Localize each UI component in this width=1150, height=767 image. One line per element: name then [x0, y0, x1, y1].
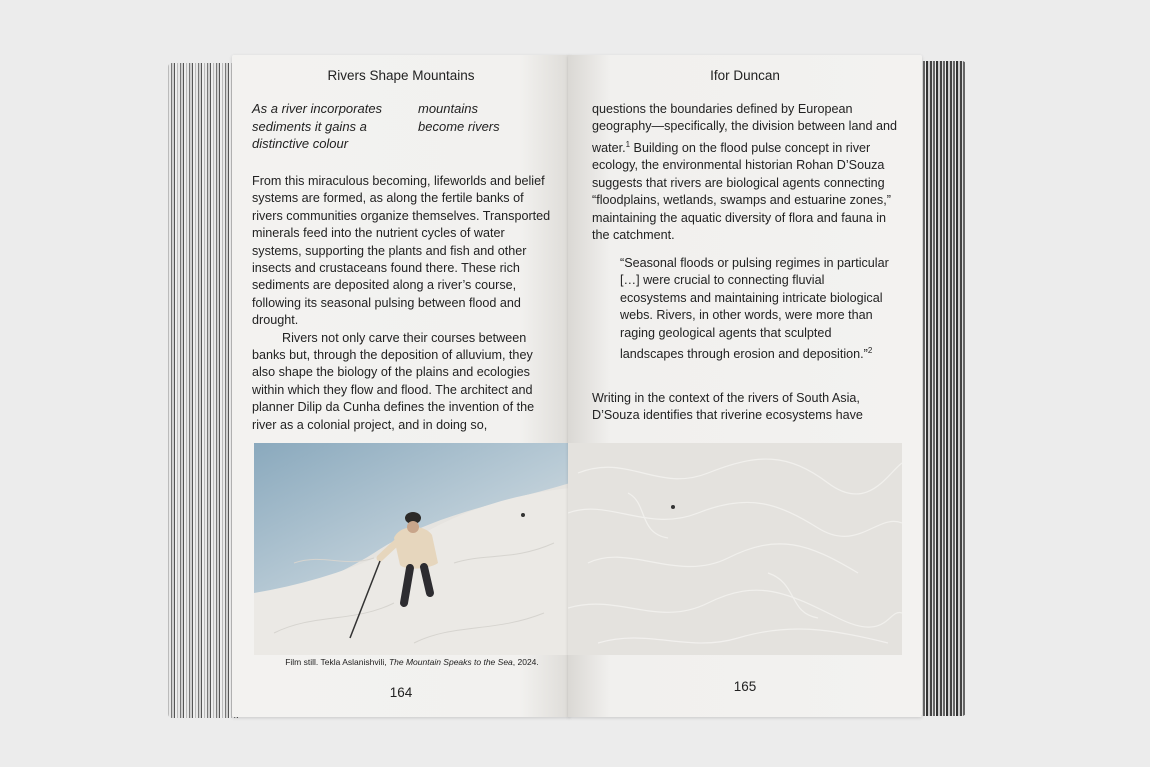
verse-column-1: As a river incorporates sediments it gains a distinctive colour	[252, 101, 383, 151]
page-edges-right	[920, 61, 966, 716]
running-head-right: Ifor Duncan	[710, 68, 780, 83]
page-number-left: 164	[389, 685, 413, 700]
page-number-right: 165	[733, 679, 757, 694]
block-quote: “Seasonal floods or pulsing regimes in particular […] were crucial to connecting fluvial ecosystems and maintaining intricate biological webs. Rivers, in other words, were more than raging geological agents that sculpted landscapes through erosion and deposition.”$^2$	[620, 256, 889, 362]
paragraph-2: Rivers not only carve their courses between banks but, through the deposition of alluvium, they also shape the biology of the plains and ecologies within which they flow and flood. The architect and planner Dilip da Cunha defines the invention of the river as a colonial project, and in doing so,	[252, 330, 535, 432]
film-still-snowfield	[568, 443, 902, 655]
open-book	[168, 55, 966, 720]
footnote-ref-1: 1	[625, 139, 631, 149]
figure-caption: Film still. Tekla Aslanishvili, The Mountain Speaks to the Sea, 2024.	[285, 657, 539, 667]
body-text-left	[252, 173, 552, 434]
body-text-right-1: questions the boundaries defined by European geography—specifically, the division between land and water.$^1$ Building on the flood pulse concept in river ecology, the environmental historian Rohan D’Souza suggests that rivers are biological agents connecting “floodplains, wetlands, swamps and estuarine zones,” maintaining the aquatic diversity of flora and fauna in the catchment.	[592, 102, 898, 243]
footnote-ref-2: 2	[867, 346, 873, 356]
verse-column-2: mountains become rivers	[418, 101, 500, 134]
film-still-skier	[254, 443, 570, 655]
page-edges-left	[168, 63, 238, 718]
right-page	[568, 55, 922, 717]
body-text-right-2: Writing in the context of the rivers of South Asia, D’Souza identifies that riverine ecosystems have	[592, 391, 863, 423]
running-head-left: Rivers Shape Mountains	[327, 68, 475, 83]
paragraph-1: From this miraculous becoming, lifeworlds and belief systems are formed, as along the fertile banks of rivers communities organize themselves. Transported minerals feed into the nutrient cycles of water systems, supporting the plants and fish and other insects and crustaceans found there. These rich sediments are deposited along a river’s course, following its seasonal pulsing between flood and drought.	[252, 174, 551, 328]
left-page	[232, 55, 570, 717]
